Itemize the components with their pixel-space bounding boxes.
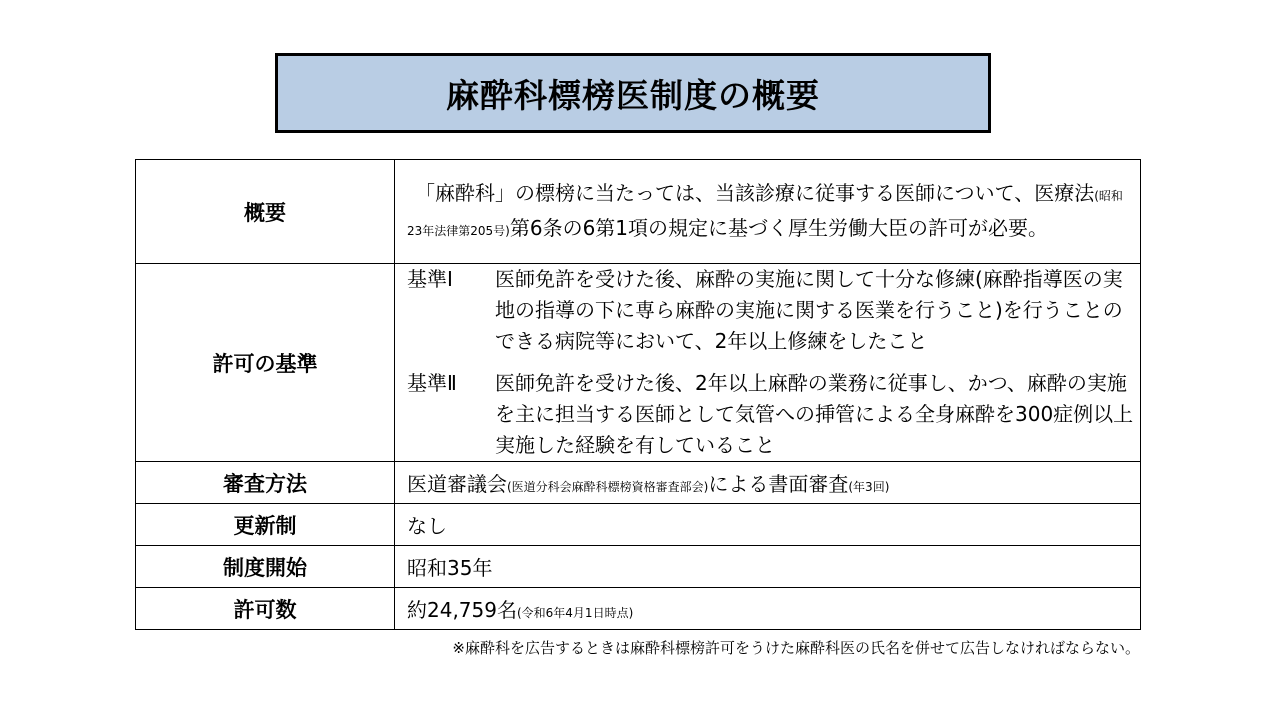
table-row-review: [136, 462, 1141, 504]
review-text-part2: による書面審査: [708, 472, 849, 496]
review-committee-note: (医道分科会麻酔科標榜資格審査部会): [507, 480, 709, 494]
review-frequency-note: (年3回): [848, 480, 890, 494]
content-count: [395, 588, 1141, 630]
review-text-part1: 医道審議会: [407, 472, 507, 496]
page-title: 麻酔科標榜医制度の概要: [446, 75, 820, 115]
content-overview: [395, 160, 1141, 264]
content-criteria: [395, 264, 1141, 462]
table-row-criteria: [136, 264, 1141, 462]
criterion-2-label: 基準Ⅱ: [407, 371, 457, 395]
label-review: 審査方法: [136, 462, 395, 504]
label-count: 許可数: [136, 588, 395, 630]
label-overview: 概要: [136, 160, 395, 264]
overview-text-part2: 第6条の6第1項の規定に基づく厚生労働大臣の許可が必要。: [509, 215, 1049, 240]
overview-law-note: (昭和23年法律第205号): [407, 188, 1123, 238]
table-row-start: [136, 546, 1141, 588]
criterion-1-text: 医師免許を受けた後、麻酔の実施に関して十分な修練(麻酔指導医の実地の指導の下に専ら麻酔の実施に関する医業を行うこと)を行うことのできる病院等において、2年以上修練をしたこと: [495, 267, 1123, 353]
content-review: [395, 462, 1141, 504]
count-date-note: (令和6年4月1日時点): [516, 606, 634, 620]
title-box: [275, 53, 991, 133]
footnote: ※麻酔科を広告するときは麻酔科標榜許可をうけた麻酔科医の氏名を併せて広告しなければならない。: [452, 639, 1140, 657]
overview-text-part1: 「麻酔科」の標榜に当たっては、当該診療に従事する医師について、医療法: [415, 180, 1095, 205]
count-text: 約24,759名: [407, 598, 517, 622]
table-row-overview: [136, 160, 1141, 264]
overview-text: [407, 177, 1134, 247]
criterion-1: [407, 264, 1134, 357]
criterion-2-text: 医師免許を受けた後、2年以上麻酔の業務に従事し、かつ、麻酔の実施を主に担当する医師として気管への挿管による全身麻酔を300症例以上実施した経験を有していること: [495, 371, 1134, 457]
criterion-2: [407, 368, 1134, 461]
content-start: 昭和35年: [395, 546, 1141, 588]
criterion-1-label: 基準Ⅰ: [407, 267, 453, 291]
table-row-renewal: [136, 504, 1141, 546]
label-start: 制度開始: [136, 546, 395, 588]
content-renewal: なし: [395, 504, 1141, 546]
overview-table: [135, 159, 1141, 630]
label-renewal: 更新制: [136, 504, 395, 546]
label-criteria: 許可の基準: [136, 264, 395, 462]
table-row-count: [136, 588, 1141, 630]
